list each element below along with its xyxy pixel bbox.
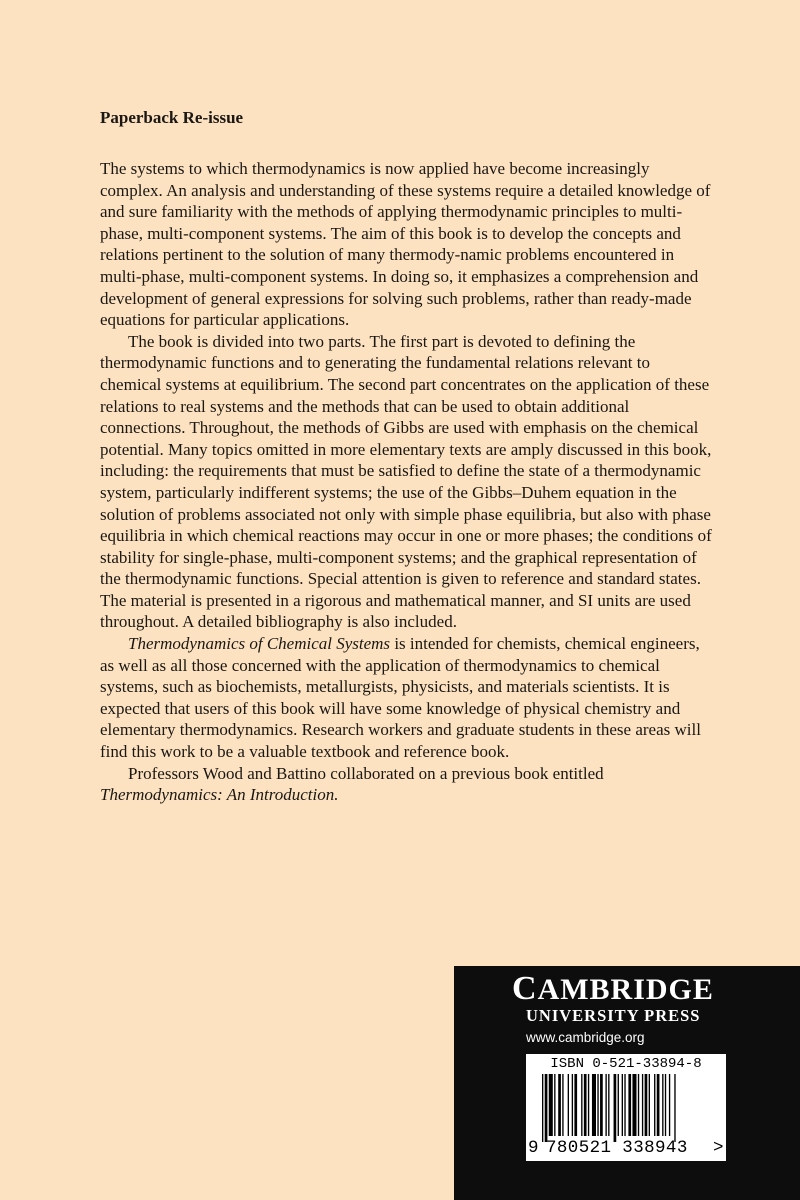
barcode-bar xyxy=(562,1074,563,1136)
barcode-digit-end: > xyxy=(713,1138,724,1158)
barcode-bar xyxy=(669,1074,670,1136)
previous-book-title: Thermodynamics: An Introduction. xyxy=(100,785,339,805)
barcode-bar xyxy=(545,1074,548,1142)
paragraph-4 xyxy=(100,763,712,806)
paragraph-3-text: is intended for chemists, chemical engineers, as well as all those concerned with the application of thermodynamics to chemical systems, such as biochemists, metallurgists, physicists, and materials scientists. It is expected that users of this book will have some knowledge of physical chemistry and elementary thermodynamics. Research workers and graduate students in these areas will find this work to be a valuable textbook and reference book. xyxy=(100,634,701,762)
barcode-bar xyxy=(645,1074,648,1136)
barcode-bar xyxy=(574,1074,577,1136)
barcode-bar xyxy=(662,1074,663,1136)
barcode-bar xyxy=(584,1074,587,1136)
barcode-bar xyxy=(608,1074,609,1136)
publisher-block xyxy=(454,966,800,1200)
paragraph-1: The systems to which thermodynamics is now applied have become increasingly complex. An analysis and understanding of these systems require a detailed knowledge of and sure familiarity with the methods of applying thermodynamic principles to multi-phase, multi-component systems. The aim of this book is to develop the concepts and relations pertinent to the solution of many thermody-namic problems encountered in multi-phase, multi-component systems. In doing so, it emphasizes a comprehension and development of general expressions for solving such problems, rather than ready-made equations for particular applications. xyxy=(100,159,711,330)
barcode-bar xyxy=(592,1074,596,1136)
barcode-bar xyxy=(542,1074,543,1142)
publisher-name-initial: C xyxy=(512,970,538,1007)
barcode-bar xyxy=(654,1074,655,1136)
publisher-name-rest: AMBRIDGE xyxy=(537,973,714,1006)
barcode-bar xyxy=(581,1074,582,1136)
back-cover-text xyxy=(100,108,712,806)
isbn-label: ISBN 0-521-33894-8 xyxy=(550,1056,702,1072)
paragraph-4-text: Professors Wood and Battino collaborated on a previous book entitled xyxy=(128,763,604,783)
publisher-subtitle: UNIVERSITY PRESS xyxy=(526,1006,701,1025)
barcode-bar xyxy=(632,1074,636,1136)
barcode-bar xyxy=(597,1074,598,1136)
paragraph-2: The book is divided into two parts. The first part is devoted to defining the thermodynamic functions and to generating the fundamental relations relevant to chemical systems at equilibrium. The second part concentrates on the application of these relations to real systems and the methods that can be used to obtain additional connections. Throughout, the methods of Gibbs are used with emphasis on the chemical potential. Many topics omitted in more elementary texts are amply discussed in this book, including: the requirements that must be satisfied to define the state of a thermodynamic system, particularly indifferent systems; the use of the Gibbs–Duhem equation in the solution of problems associated not only with simple phase equilibria, but also with phase equilibria in which chemical reactions may occur in one or more phases; the conditions of stability for single-phase, multi-component systems; and the graphical representation of the thermodynamic functions. Special attention is given to reference and standard states. The material is presented in a rigorous and mathematical manner, and SI units are used throughout. A detailed bibliography is also included. xyxy=(100,331,712,632)
barcode-bar xyxy=(558,1074,561,1136)
barcode-bar xyxy=(618,1074,619,1136)
section-heading: Paperback Re-issue xyxy=(100,108,244,127)
barcode-bar xyxy=(622,1074,623,1136)
barcode-bar xyxy=(638,1074,639,1136)
publisher-url: www.cambridge.org xyxy=(526,1030,645,1045)
barcode-bar xyxy=(642,1074,643,1136)
barcode-bar xyxy=(588,1074,589,1136)
barcode-bar xyxy=(572,1074,573,1136)
barcode-bar xyxy=(549,1074,553,1136)
barcode-box xyxy=(526,1054,726,1161)
barcode-bar xyxy=(657,1074,660,1136)
barcode-bar xyxy=(624,1074,625,1136)
barcode-bar xyxy=(665,1074,666,1136)
barcode-digit-first: 9 xyxy=(528,1138,539,1158)
barcode-bar xyxy=(600,1074,603,1136)
paragraph-3 xyxy=(100,633,712,763)
barcode-bar xyxy=(649,1074,650,1136)
publisher-logo xyxy=(512,972,714,1007)
barcode-bar xyxy=(554,1074,555,1136)
barcode-bar xyxy=(628,1074,631,1136)
barcode-bar xyxy=(605,1074,606,1136)
book-title: Thermodynamics of Chemical Systems xyxy=(128,634,391,654)
barcode-digit-main: 780521 338943 xyxy=(546,1138,688,1158)
barcode-bar xyxy=(568,1074,569,1136)
barcode-bar xyxy=(614,1074,617,1142)
barcode-bar xyxy=(674,1074,675,1142)
